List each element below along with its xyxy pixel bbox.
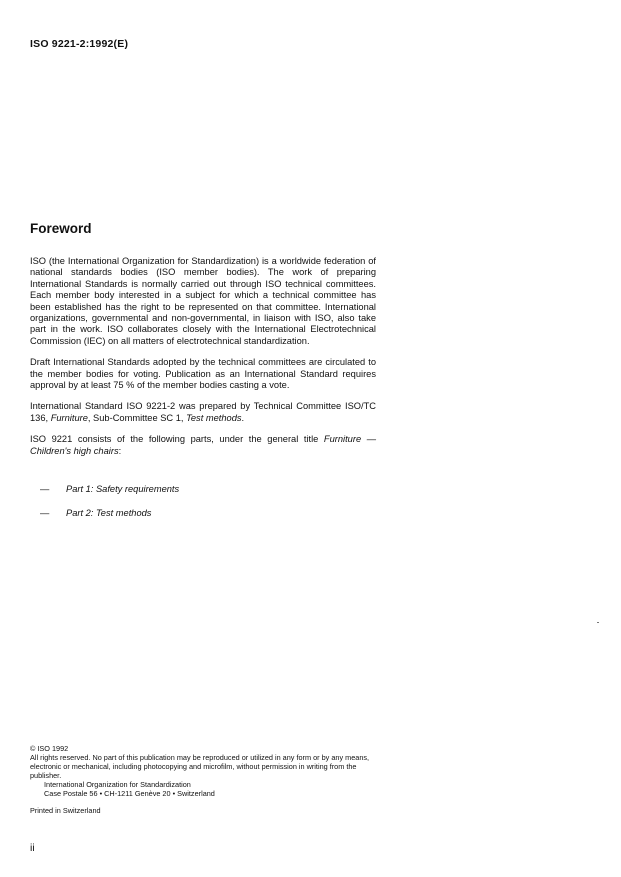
copyright-block — [30, 744, 380, 815]
foreword-body — [30, 256, 376, 531]
document-id-header: ISO 9221-2:1992(E) — [30, 38, 129, 50]
printed-in: Printed in Switzerland — [30, 806, 101, 815]
parts-intro-paragraph — [30, 434, 376, 457]
copyright-line: © ISO 1992 — [30, 744, 69, 753]
committee-name: Furniture — [50, 412, 88, 423]
organization-address: Case Postale 56 • CH-1211 Genève 20 • Switzerland — [44, 789, 215, 798]
preparation-end: . — [241, 412, 245, 423]
part-label: Part 1: Safety requirements — [66, 484, 180, 495]
parts-intro-prefix: ISO 9221 consists of the following parts, under the general title — [30, 434, 324, 445]
preparation-mid: , Sub-Committee SC 1, — [87, 412, 187, 423]
general-title: Furniture — Children's high chairs — [30, 434, 376, 456]
part-label: Part 2: Test methods — [66, 507, 152, 518]
foreword-paragraph: Draft International Standards adopted by the technical committees are circulated to the member bodies for voting. Publication as an International Standard requires approval by at least 75 % of the member bodies casting a vote. — [30, 357, 376, 391]
subcommittee-name: Test methods — [186, 412, 242, 423]
scan-speck — [597, 622, 599, 623]
list-dash: — — [40, 507, 50, 518]
foreword-paragraph: ISO (the International Organization for Standardization) is a worldwide federation of national standards bodies (ISO member bodies). The work of preparing International Standards is normally carried out through ISO technical committees. Each member body interested in a subject for which a technical committee has been established has the right to be represented on that committee. International organizations, governmental and non-governmental, in liaison with ISO, also take part in the work. ISO collaborates closely with the International Electrotechnical Commission (IEC) on all matters of electrotechnical standardization. — [30, 256, 376, 346]
page-number: ii — [30, 842, 35, 854]
organization-name: International Organization for Standardization — [44, 780, 191, 789]
preparation-paragraph — [30, 401, 376, 424]
foreword-title: Foreword — [30, 221, 92, 236]
list-dash: — — [40, 484, 50, 495]
list-item — [40, 484, 376, 495]
parts-intro-end: : — [118, 445, 122, 456]
rights-reserved-text: All rights reserved. No part of this publication may be reproduced or utilized in any form or by any means, electronic or mechanical, including photocopying and microfilm, without permission in writing from the publisher. — [30, 753, 370, 780]
list-item — [40, 508, 376, 519]
preparation-prefix: International Standard ISO 9221-2 was prepared by Technical Committee ISO/TC 136, — [30, 401, 376, 423]
